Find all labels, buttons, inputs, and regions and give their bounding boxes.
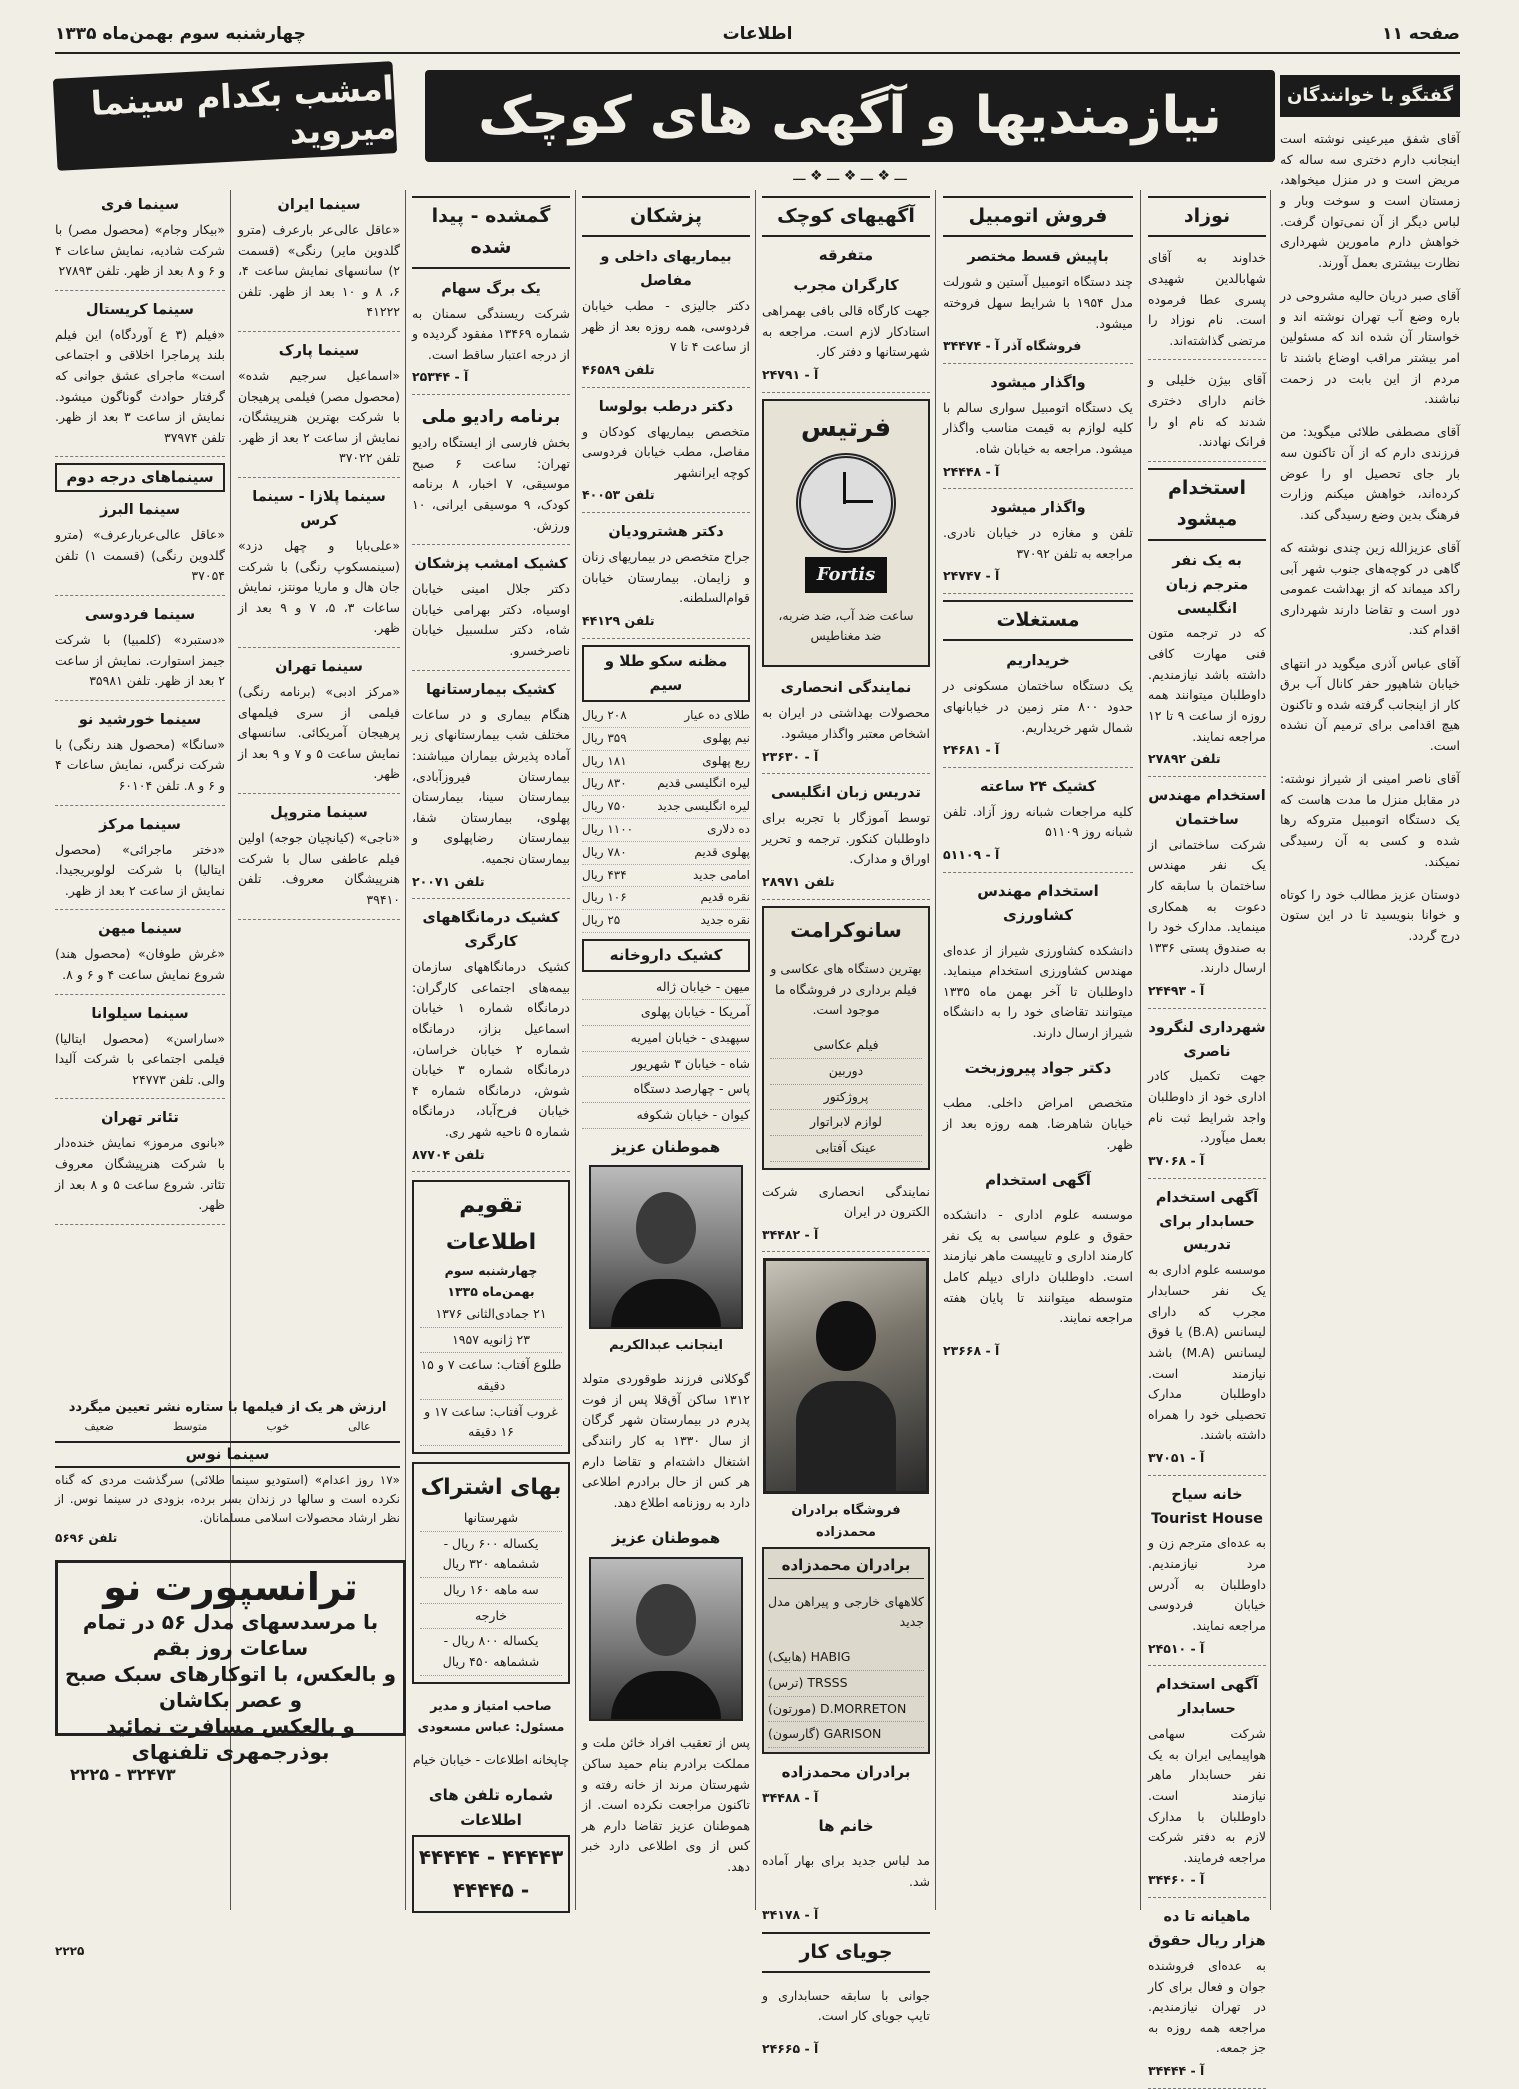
notice-title: آگهی استخدام — [985, 1170, 1091, 1189]
auto-ad: باپیش قسط مختصر چند دستگاه اتومبیل آستین و شورلت مدل ۱۹۵۴ با شرایط سهل فروخته میشود. فروشگاه آذر آ - ۳۴۴۷۴ — [943, 242, 1133, 363]
phones-title: شماره تلفن های اطلاعات — [428, 1785, 554, 1829]
brothers-title: برادران محمدزاده — [781, 1762, 911, 1781]
watch-ad — [762, 399, 930, 668]
job-ad: ماهیانه تا ده هزار ریال حقوق به عده‌ای فروشنده جوان و فعال برای کار در تهران نیازمندیم. مراجعه همه روزه به جز جمعه. آ - ۳۴۴۴۴ — [1148, 1902, 1266, 2089]
cinema-column-2 — [55, 190, 225, 1510]
calendar-title: تقویم اطلاعات — [445, 1193, 537, 1255]
column-rule — [1140, 190, 1141, 1910]
page-number: صفحه ۱۱ — [1382, 24, 1460, 44]
transport-title: ترانسپورت نو — [103, 1565, 358, 1609]
job-seek-title: جویای کار — [762, 1932, 930, 1973]
birth-notice: خداوند به آقای شهابالدین شهیدی پسری عطا فرموده است. نام نوزاد را مرتضی گذاشته‌اند. — [1148, 242, 1266, 360]
misc-ad: کارگران مجرب جهت کارگاه قالی بافی بهمراهی استادکار لازم است. مراجعه به شهرستانها و دفتر کار. آ - ۲۴۷۹۱ — [762, 271, 930, 392]
cinema-listing: تئاتر تهران «بانوی مرموز» نمایش خنده‌دار با شرکت هنرپیشگان معروف تئاتر. شروع ساعت ۵ و ۸ بعد از ظهر. — [55, 1103, 225, 1224]
letters-column — [1280, 75, 1460, 1905]
transport-tel: ۳۲۴۷۳ - ۲۲۲۵ — [70, 1765, 176, 1784]
publisher-line: صاحب امتیاز و مدیر مسئول: عباس مسعودی — [417, 1698, 565, 1734]
notice-tel: آ - ۲۳۶۶۸ — [943, 1343, 1000, 1359]
price-row: نیم پهلوی ۳۵۹ ریال — [582, 728, 750, 751]
subscription-line: یکساله ۶۰۰ ریال - ششماهه ۳۲۰ ریال — [420, 1532, 562, 1578]
cinema-nous-text: «۱۷ روز اعدام» (استودیو سینما طلائی) سرگذشت مردی که گناه نکرده است و سالها در زندان بسر برده، بزودی در سینما نوس. از نظر ارشاد محصولات اسلامی مسلمانان. — [55, 1473, 400, 1525]
electron-ad: نمایندگی انحصاری شرکت الکترون در ایران آ - ۳۴۴۸۲ — [762, 1176, 930, 1253]
hospitals-on-call: کشیک بیمارستانها هنگام بیماری و در ساعات مختلف شب بیمارستانهای زیر آماده پذیرش بیماران میباشند: بیمارستان فیروزآبادی، بیمارستان سینا، بیمارستان پهلوی، بیمارستان شفا، بیمارستان رضاپهلوی و بیمارستان نجمیه. تلفن ۲۰۰۷۱ — [412, 675, 570, 900]
doctors-column — [582, 190, 750, 1890]
watch-title: فرتیس — [800, 412, 892, 443]
pharmacy-item: سپهبدی - خیابان امیریه — [582, 1026, 750, 1052]
transport-line: و بالعکس مسافرت نمائید بوذرجمهری تلفنهای — [106, 1714, 355, 1764]
letters-title: گفتگو با خوانندگان — [1280, 75, 1460, 117]
subscription-line: خارجه — [420, 1604, 562, 1630]
shirt-brand: (ترس) TRSSS — [768, 1671, 924, 1697]
page-header — [55, 22, 1460, 54]
cinema-column-1 — [238, 190, 400, 1510]
transport-ad — [55, 1560, 406, 1784]
real-estate-ad: کشیک ۲۴ ساعته کلیه مراجعات شبانه روز آزاد. تلفن شبانه روز ۵۱۱۰۹ آ - ۵۱۱۰۹ — [943, 772, 1133, 873]
job-seek-text: جوانی با سابقه حسابداری و تایپ جویای کار است. — [762, 1987, 930, 2024]
price-row: پهلوی قدیم ۷۸۰ ریال — [582, 842, 750, 865]
issue-date: چهارشنبه سوم بهمن‌ماه ۱۳۳۵ — [55, 24, 306, 44]
shirt-brand: (مورتون) D.MORRETON — [768, 1697, 924, 1723]
film-item: پروژکتور — [770, 1085, 922, 1111]
film-item: فیلم عکاسی — [770, 1033, 922, 1059]
calendar-box — [412, 1180, 570, 1454]
small-ads-column — [762, 190, 930, 2057]
real-estate-title: مستغلات — [943, 600, 1133, 641]
job-ad: آگهی استخدام حسابدار شرکت سهامی هواپیمایی ایران به یک نفر حسابدار ماهر نیازمند است. داوطلبان با مدارک لازم به دفتر شرکت مراجعه فرمایند. آ - ۳۴۴۶۰ — [1148, 1670, 1266, 1898]
classifieds-banner: نیازمندیها و آگهی های کوچک — [425, 70, 1275, 162]
price-row: نقره جدید ۲۵ ریال — [582, 910, 750, 933]
letter-paragraph: آقای ناصر امینی از شیراز نوشته: در مقابل منزل ما مدت هاست که یک دستگاه اتومبیل متروکه رها شده و کسی به آن رسیدگی نمیکند. — [1280, 771, 1460, 869]
letter-paragraph: آقای صبر دریان حالیه مشروحی در باره وضع آب تهران نوشته اند و خواستار آن شده اند که مسئولین امر بیشتر مراقب اوضاع باشند تا مردم از این بابت در زحمت نباشند. — [1280, 288, 1460, 407]
column-rule — [935, 190, 936, 1910]
poster-caption: فروشگاه برادران محمدزاده — [791, 1503, 901, 1540]
calendar-line: ۲۳ ژانویه ۱۹۵۷ — [420, 1328, 562, 1354]
price-row: امامی جدید ۴۳۴ ریال — [582, 865, 750, 888]
letter-paragraph: آقای مصطفی طلائی میگوید: من فرزندی دارم که از آن تاکنون سه بار جای تحصیل او را عوض کرده‌اند، خواهش میکنم وزارت فرهنگ بدین وضع رسیدگی کند. — [1280, 424, 1460, 522]
cinema-listing: سینما البرز «عاقل عالی‌عربارعرف» (مترو گلدوین رنگی) (قسمت ۱) تلفن ۳۷۰۵۴ — [55, 495, 225, 596]
cinema-listing: سینما تهران «مرکز ادبی» (برنامه رنگی) فیلمی از سری فیلمهای پرهیجان آمریکائی. سانسهای نمایش ساعت ۵ و ۷ و ۹ بعد از ظهر. — [238, 652, 400, 794]
shop-poster-image — [763, 1258, 929, 1494]
film-brand: سانوکرامت — [790, 917, 902, 942]
column-rule — [1270, 190, 1271, 1910]
transport-line: با مرسدسهای مدل ۵۶ در تمام ساعات روز بقم — [82, 1610, 379, 1660]
price-row: ده دلاری ۱۱۰۰ ریال — [582, 819, 750, 842]
paper-name: اطلاعات — [722, 24, 793, 44]
price-row: نقره قدیم ۱۰۶ ریال — [582, 887, 750, 910]
phones-numbers: ۴۴۴۴۳ - ۴۴۴۴۴ - ۴۴۴۴۵ — [412, 1835, 570, 1913]
letter-paragraph: آقای عباس آذری میگوید در انتهای خیابان شاهپور حفر کانال آب برق کار از اینجانب گرفته شده و تاکنون هیچ اقدامی برای ترمیم آن نشده است. — [1280, 655, 1460, 754]
letter-paragraph: آقای عزیزالله زین چندی نوشته که گاهی در کوچه‌های جنوب شهر آبی راکد میماند که از بهداشت عمومی دور است و تقاضا دارند شهرداری اقدام کند. — [1280, 539, 1460, 638]
calendar-line: غروب آفتاب: ساعت ۱۷ و ۱۶ دقیقه — [420, 1400, 562, 1446]
price-row: طلای ده عیار ۲۰۸ ریال — [582, 705, 750, 728]
calendar-line: طلوع آفتاب: ساعت ۷ و ۱۵ دقیقه — [420, 1353, 562, 1399]
doctor-text: متخصص امراض داخلی. مطب خیابان شاهرضا. همه روزه بعد از ظهر. — [943, 1095, 1133, 1152]
doctors-title: پزشکان — [582, 196, 750, 237]
rating-key: ضعیف — [84, 1420, 114, 1434]
photo2-title: هموطنان عزیز — [611, 1529, 721, 1548]
subscription-line: شهرستانها — [420, 1506, 562, 1532]
job-seek-tel: آ - ۲۴۶۶۵ — [762, 2041, 819, 2057]
calendar-date: چهارشنبه سوم بهمن‌ماه ۱۳۳۵ — [444, 1262, 538, 1299]
subscription-box — [412, 1462, 570, 1684]
job-ad: خانه سیاح Tourist House به عده‌ای مترجم زن و مرد نیازمندیم. داوطلبان به آدرس خیابان فردوسی مراجعه نمایند. آ - ۲۴۵۱۰ — [1148, 1480, 1266, 1667]
job-ad: به یک نفر مترجم زبان انگلیسی که در ترجمه متون فنی مهارت کافی داشته باشد نیازمندیم. داوطلبان میتوانند همه روزه از ساعت ۹ تا ۱۲ مراجعه نمایند. تلفن ۲۷۸۹۲ — [1148, 546, 1266, 777]
photo1-caption: اینجانب عبدالکریم — [609, 1338, 723, 1354]
lost-found-column — [412, 190, 571, 1903]
price-table — [582, 705, 750, 933]
clinics-on-call: کشیک درمانگاههای کارگری کشیک درمانگاههای سازمان بیمه‌های اجتماعی کارگران: درمانگاه شماره ۱ خیابان اسماعیل بزاز، درمانگاه شماره ۲ خیابان خراسان، درمانگاه شماره ۳ خیابان شوش، درمانگاه شماره ۴ خیابان فرح‌آباد، درمانگاه شماره ۵ ناحیه شهر ری. تلفن ۸۷۷۰۴ — [412, 903, 570, 1172]
price-row: ربع پهلوی ۱۸۱ ریال — [582, 751, 750, 774]
portrait-photo — [589, 1557, 743, 1721]
radio-program: برنامه رادیو ملی بخش فارسی از ایستگاه رادیو تهران: ساعت ۶ صبح موسیقی، ۷ اخبار، ۸ برنامه کودک، ۹ موسیقی ایرانی، ۱۰ ورزش. — [412, 399, 570, 545]
doctors-on-call: کشیک امشب پزشکان دکتر جلال امینی خیابان اوسیاه، دکتر بهرامی خیابان شاه، دکتر سلسبیل خیابان ناصرخسرو. — [412, 549, 570, 670]
shirt-brand: (هابیک) HABIG — [768, 1645, 924, 1671]
letter-paragraph: آقای شفق میرعینی نوشته است اینجانب دارم دختری سه ساله که مریض است و در منزل میخواهد، زمستان است و سوخت وبار و لباس دیگر از آن نمی‌توان گرفت. خواهش دارم مامورین شهرداری نظارت بیشتری بعمل آورند. — [1280, 131, 1460, 270]
photo2-text: پس از تعقیب افراد خائن ملت و مملکت برادرم بنام حمید ساکن شهرستان مرند از خانه رفته و تاکنون مراجعت نکرده است. از هموطنان عزیز تقاضا دارم هر کس از وی اطلاعی دارد خبر دهد. — [582, 1735, 750, 1875]
film-item: عینک آفتابی — [770, 1136, 922, 1162]
banner-ornament: ـــ ❖ ـــ ❖ ـــ ❖ ـــ — [793, 168, 907, 184]
autos-title: فروش اتومبیل — [943, 196, 1133, 237]
cinema-listing: سینما خورشید نو «سانگا» (محصول هند رنگی) با شرکت نرگس، نمایش ساعات ۴ و ۶ و ۸. تلفن ۶۰۱۰۴ — [55, 705, 225, 806]
pharmacy-item: پاس - چهارصد دستگاه — [582, 1077, 750, 1103]
pharmacy-item: میهن - خیابان ژاله — [582, 975, 750, 1001]
portrait-photo — [589, 1165, 743, 1329]
doctor-title: دکتر جواد پیروزبخت — [964, 1059, 1112, 1078]
pharmacy-item: شاه - خیابان ۳ شهریور — [582, 1052, 750, 1078]
cinema-listing: سینما فردوسی «دستبرد» (کلمبیا) با شرکت جیمز استوارت. نمایش از ساعت ۲ بعد از ظهر. تلفن ۳۵۹۸۱ — [55, 600, 225, 701]
cinema-banner: امشب بکدام سینما میروید — [53, 61, 397, 171]
lady-text: مد لباس جدید برای بهار آماده شد. — [762, 1853, 930, 1890]
brothers-tel: آ - ۳۴۴۸۸ — [762, 1789, 819, 1805]
letter-paragraph: دوستان عزیز مطالب خود را کوتاه و خوانا بنویسید تا در این ستون درج گردد. — [1280, 886, 1460, 944]
film-item: لوازم لابراتوار — [770, 1110, 922, 1136]
job-ad: استخدام مهندس ساختمان شرکت ساختمانی از یک نفر مهندس ساختمان با سابقه کار دعوت به همکاری مینماید. مدارک خود را به صندوق پستی ۱۳۳۶ ارسال دارند. آ - ۲۴۴۹۳ — [1148, 781, 1266, 1009]
subscription-title: بهای اشتراک — [420, 1474, 562, 1500]
transport-line: و بالعکس، با اتوکارهای سبک صبح و عصر بکاشان — [64, 1662, 397, 1712]
cinema-listing: سینما ایران «عاقل عالی‌عر بارعرف (مترو گلدوین مایر) رنگی» (قسمت ۲) سانسهای نمایش ساعت ۴، ۶، ۸ و ۱۰ بعد از ظهر. تلفن ۴۱۲۲۲ — [238, 190, 400, 332]
cinema-listing: سینما کریستال «فیلم (۳ ع آوردگاه) این فیلم بلند پرماجرا اخلاقی و اجتماعی است» ماجرای عشق جوانی که گرفتار حوادث گوناگون میشود. نمایش از ساعت ۳ بعد از ظهر. تلفن ۳۷۹۷۴ — [55, 295, 225, 458]
calendar-line: ۲۱ جمادی‌الثانی ۱۳۷۶ — [420, 1302, 562, 1328]
cinema-nous-tel: تلفن ۵۶۹۶ — [55, 1531, 118, 1546]
cinema-nous-title: سینما نوس — [55, 1441, 400, 1468]
photo1-text: گوکلانی فرزند طوقوردی متولد ۱۳۱۲ ساکن آق‌قلا پس از فوت پدرم در بیمارستان شهر گرگان از سال ۱۳۳۰ به کار رانندگی اشتغال داشته‌ام و تقاضا دارم هر کس از حال برادرم اطلاعی دارد به روزنامه اطلاع دهد. — [582, 1371, 751, 1510]
notice-text: موسسه علوم اداری - دانشکده حقوق و علوم سیاسی به یک نفر کارمند اداری و تایپیست ماهر نیازمند است. داوطلبان دارای دیپلم کامل متوسطه میتوانند تا پایان هفته مراجعه نمایند. — [943, 1207, 1133, 1326]
births-jobs-column — [1148, 190, 1266, 2079]
misc-ad: تدریس زبان انگلیسی توسط آموزگار با تجربه برای داوطلبان کنکور. ترجمه و تحریر اوراق و مدارک. تلفن ۲۸۹۷۱ — [762, 778, 930, 899]
price-row: لیره انگلیسی جدید ۷۵۰ ریال — [582, 796, 750, 819]
cinema-listing: سینما سیلوانا «ساراسن» (محصول ایتالیا) فیلمی اجتماعی با شرکت آلیدا والی. تلفن ۲۴۷۷۳ — [55, 999, 225, 1100]
autos-column — [943, 190, 1133, 1890]
photo1-title: هموطنان عزیز — [611, 1137, 721, 1156]
misc-title: متفرقه — [818, 246, 874, 265]
real-estate-ad: خریداریم یک دستگاه ساختمان مسکونی در حدود ۸۰۰ متر زمین در خیابانهای شمال شهر خریداریم. آ - ۲۴۶۸۱ — [943, 646, 1133, 767]
rating-block — [55, 1392, 400, 1548]
watch-brand: Fortis — [805, 557, 888, 593]
jobs-title: استخدام میشود — [1148, 468, 1266, 541]
price-row: لیره انگلیسی قدیم ۸۳۰ ریال — [582, 773, 750, 796]
watch-icon — [796, 453, 896, 553]
auto-ad: واگذار میشود یک دستگاه اتومبیل سواری سالم با کلیه لوازم به قیمت مناسب واگذار میشود. مراجعه به خیابان شاه. آ - ۲۴۴۴۸ — [943, 368, 1133, 489]
doctor-ad: دکتر درطب بولوسا متخصص بیماریهای کودکان و مفاصل، مطب خیابان فردوسی کوچه ایرانشهر تلفن ۴۰۰۵۳ — [582, 392, 750, 513]
cinema-listing: سینما متروپل «ناجی» (کیانچیان جوجه) اولین فیلم عاطفی سال با شرکت هنرپیشگان معروف. تلفن ۳۹۴۱۰ — [238, 798, 400, 919]
small-ads-title: آگهیهای کوچک — [762, 196, 930, 237]
rating-key: عالی — [348, 1420, 371, 1434]
corner-code: ۲۲۲۵ — [55, 1944, 85, 1958]
rating-key: متوسط — [172, 1420, 208, 1434]
doctor-ad: دکتر هشترودیان جراح متخصص در بیماریهای زنان و زایمان. بیمارستان خیابان قوام‌السلطنه. تلفن ۴۴۱۲۹ — [582, 517, 750, 638]
cinema-listing: سینما فری «بیکار وجام» (محصول مصر) با شرکت شادیه، نمایش ساعات ۴ و ۶ و ۸ بعد از ظهر. تلفن ۲۷۸۹۳ — [55, 190, 225, 291]
column-rule — [575, 190, 576, 1910]
lady-tel: آ - ۳۴۱۷۸ — [762, 1907, 819, 1923]
shirt-brand: (گارسون) GARISON — [768, 1722, 924, 1748]
rating-title: ارزش هر یک از فیلمها با ستاره نشر تعیین میگردد — [68, 1400, 387, 1415]
doctor-ad: بیماریهای داخلی و مفاصل دکتر جالیزی - مطب خیابان فردوسی، همه روزه بعد از ظهر از ساعت ۴ تا ۷ تلفن ۴۶۵۸۹ — [582, 242, 750, 387]
birth-notice: آقای بیژن خلیلی و خانم دارای دختری شدند که نام او را فرانک نهادند. — [1148, 364, 1266, 462]
lost-ad: یک برگ سهام شرکت ریسندگی سمنان به شماره ۱۳۴۶۹ مفقود گردیده و از درجه اعتبار ساقط است. آ - ۲۵۳۴۴ — [412, 274, 570, 395]
watch-text: ساعت ضد آب، ضد ضربه، ضد مغناطیس — [778, 607, 914, 644]
rating-key: خوب — [266, 1420, 290, 1434]
cinema-listing: سینما پلازا - سینما کرس «علی‌بابا و چهل دزد» (سینمسکوپ رنگی) با شرکت جان هال و ماریا مونتز، نمایش ساعات ۳، ۵، ۷ و ۹ بعد از ظهر. — [238, 482, 400, 648]
agri-text: دانشکده کشاورزی شیراز از عده‌ای مهندس کشاورزی استخدام مینماید. داوطلبان تا آخر بهمن ماه ۱۳۳۵ میتوانند تقاضای خود را به دانشگاه شیراز ارسال دارند. — [943, 942, 1133, 1041]
misc-ad: نمایندگی انحصاری محصولات بهداشتی در ایران به اشخاص معتبر واگذار میشود. آ - ۲۳۶۳۰ — [762, 673, 930, 774]
shirts-ad: برادران محمدزاده کلاههای خارجی و پیراهن مدل جدید (هابیک) HABIG (ترس) TRSSS (مورتون) D.MORRETON (گارسون) GARISON — [762, 1547, 930, 1754]
prices-title: مظنه سکو طلا و سیم — [582, 645, 750, 703]
cinema-listing: سینما مرکز «دختر ماجرائی» (محصول ایتالیا) با شرکت لولوبریجیدا. نمایش از ساعت ۲ بعد از ظهر. — [55, 810, 225, 911]
cinema-listing: سینما پارک «اسماعیل سرجیم شده» (محصول مصر) فیلمی پرهیجان با شرکت بهترین هنرپیشگان، نمایش از ساعت ۲ بعد از ظهر. تلفن ۳۷۰۲۲ — [238, 336, 400, 478]
pharmacy-item: آمریکا - خیابان پهلوی — [582, 1000, 750, 1026]
auto-ad: واگذار میشود تلفن و مغازه در خیابان نادری. مراجعه به تلفن ۳۷۰۹۲ آ - ۲۴۷۴۷ — [943, 493, 1133, 594]
births-title: نوزاد — [1148, 196, 1266, 237]
column-rule — [755, 190, 756, 1910]
agri-title: استخدام مهندس کشاورزی — [977, 881, 1099, 925]
second-tier-cinemas-title: سینماهای درجه دوم — [55, 463, 225, 492]
rating-legend — [55, 1398, 400, 1435]
cinema-listing: سینما میهن «غرش طوفان» (محصول هند) شروع نمایش ساعت ۴ و ۶ و ۸. — [55, 914, 225, 994]
film-ad — [762, 906, 930, 1170]
film-item: دوربین — [770, 1059, 922, 1085]
job-ad: شهرداری لنگرود ناصری جهت تکمیل کادر اداری خود از داوطلبان واجد شرایط ثبت نام بعمل میآورد. آ - ۳۷۰۶۸ — [1148, 1013, 1266, 1179]
pharmacy-item: کیوان - خیابان شکوفه — [582, 1103, 750, 1129]
film-text: بهترین دستگاه های عکاسی و فیلم برداری در فروشگاه ما موجود است. — [770, 961, 922, 1018]
job-ad: آگهی استخدام حسابدار برای تدریس موسسه علوم اداری به یک نفر حسابدار مجرب که دارای لیسانس (B.A) یا فوق لیسانس (M.A) باشد نیازمند است. داوطلبان مدارک تحصیلی خود را همراه داشته باشند. آ - ۳۷۰۵۱ — [1148, 1183, 1266, 1476]
publisher-line: چاپخانه اطلاعات - خیابان خیام — [412, 1751, 570, 1767]
pharmacy-title: کشیک داروخانه — [582, 939, 750, 972]
subscription-line: یکساله ۸۰۰ ریال - ششماهه ۴۵۰ ریال — [420, 1629, 562, 1675]
lost-found-title: گمشده - پیدا شده — [412, 196, 570, 269]
subscription-line: سه ماهه ۱۶۰ ریال — [420, 1578, 562, 1604]
lady-title: خانم ها — [818, 1817, 874, 1836]
